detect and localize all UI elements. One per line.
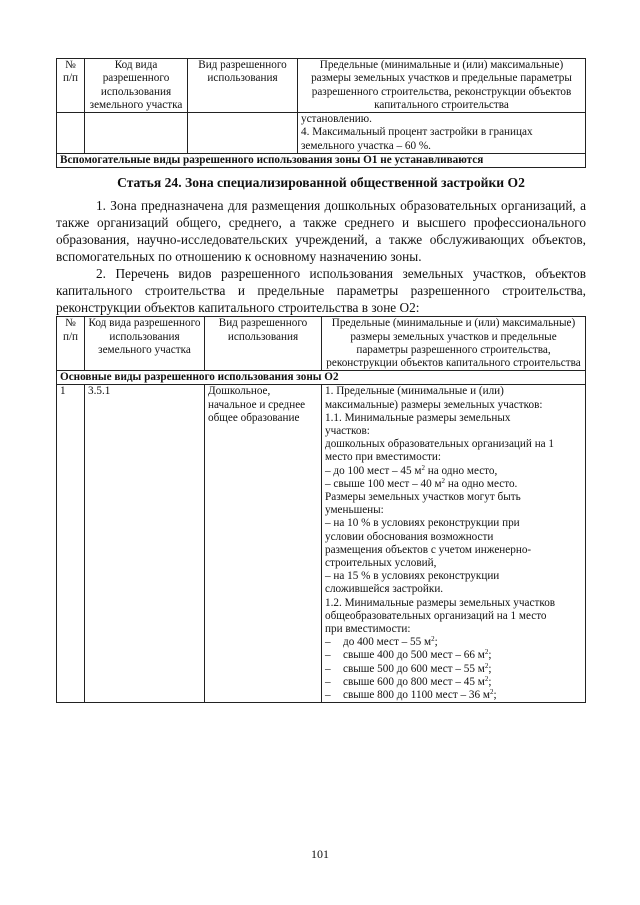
article-title: Статья 24. Зона специализированной общественной застройки О2: [117, 175, 525, 191]
main-uses-text: Основные виды разрешенного использования зоны О2: [57, 371, 586, 385]
list-item: – свыше 500 до 600 мест – 55 $м^2$;: [325, 661, 492, 675]
table-header-row: [57, 317, 586, 371]
zone-o2-table: [56, 316, 586, 703]
header-num: № п/п: [57, 59, 85, 113]
row-use: Дошкольное, начальное и среднее общее образование: [205, 385, 322, 703]
list-item: – свыше 600 до 800 мест – 45 $м^2$;: [325, 674, 492, 688]
zone-o1-table: [56, 58, 586, 168]
aux-uses-text: Вспомогательные виды разрешенного использования зоны О1 не устанавливаются: [57, 154, 586, 168]
params-continuation: установлению. 4. Максимальный процент застройки в границах земельного участка – 60 %.: [298, 113, 586, 154]
header-use: Вид разрешенного использования: [188, 59, 298, 113]
main-uses-row: [57, 371, 586, 385]
table-row: [57, 113, 586, 154]
aux-uses-row: [57, 154, 586, 168]
header-params: Предельные (минимальные и (или) максимальные) размеры земельных участков и предельные параметры разрешенного строительства, реконструкции объектов капитального строительства: [322, 317, 586, 371]
row-code: 3.5.1: [85, 385, 205, 703]
list-item: – свыше 400 до 500 мест – 66 $м^2$;: [325, 648, 492, 662]
header-code: Код вида разрешенного использования земельного участка: [85, 317, 205, 371]
row-num: 1: [57, 385, 85, 703]
table-row: [57, 385, 586, 703]
list-item: – до 400 мест – 55 $м^2$;: [325, 635, 438, 649]
document-page: [56, 58, 586, 703]
header-code: Код вида разрешенного использования земельного участка: [85, 59, 188, 113]
page-number: 101: [311, 847, 329, 861]
header-params: Предельные (минимальные и (или) максимальные) размеры земельных участков и предельные параметры разрешенного строительства, реконструкции объектов капитального строительства: [298, 59, 586, 113]
header-use: Вид разрешенного использования: [205, 317, 322, 371]
header-num: № п/п: [57, 317, 85, 371]
table-header-row: [57, 59, 586, 113]
article-paragraph-1: 1. Зона предназначена для размещения дошкольных образовательных организаций, а также организаций общего, среднего, а также среднего и высшего профессионального образования, научно-исследовательских учреждений, а также обслуживающих объектов, вспомогательных по отношению к основному назначению зоны.: [56, 198, 586, 265]
article-paragraph-2: 2. Перечень видов разрешенного использования земельных участков, объектов капитального строительства и предельные параметры разрешенного строительства, реконструкции объектов капитального строительства в зоне О2:: [56, 266, 586, 316]
row-params: 1. Предельные (минимальные и (или) максимальные) размеры земельных участков: 1.1. Минимальные размеры земельных участков: дошкольных образовательных организаций на 1 место при вместимости: – до 100 мест – 45 $м^2$ на одно место, – свыше 100 мест – 40 $м^2$ на одно место. Размеры земельных участков могут быть уменьшены: – на 10 % в условиях реконструкции при условии обоснования возможности размещения объектов с учетом инженерно- строительных условий, – на 15 % в условиях реконструкции сложившейся застройки. 1.2. Минимальные размеры земельных участков общеобразовательных организаций на 1 место при вместимости: – до 400 мест – 55 $м^2$; – свыше 400 до 500 мест – 66 $м^2$; – свыше 500 до 600 мест – 55 $м^2$; – свыше 600 до 800 мест – 45 $м^2$; – свыше 800 до 1100 мест – 36 $м^2$;: [322, 385, 586, 703]
list-item: – свыше 800 до 1100 мест – 36 $м^2$;: [325, 688, 497, 702]
